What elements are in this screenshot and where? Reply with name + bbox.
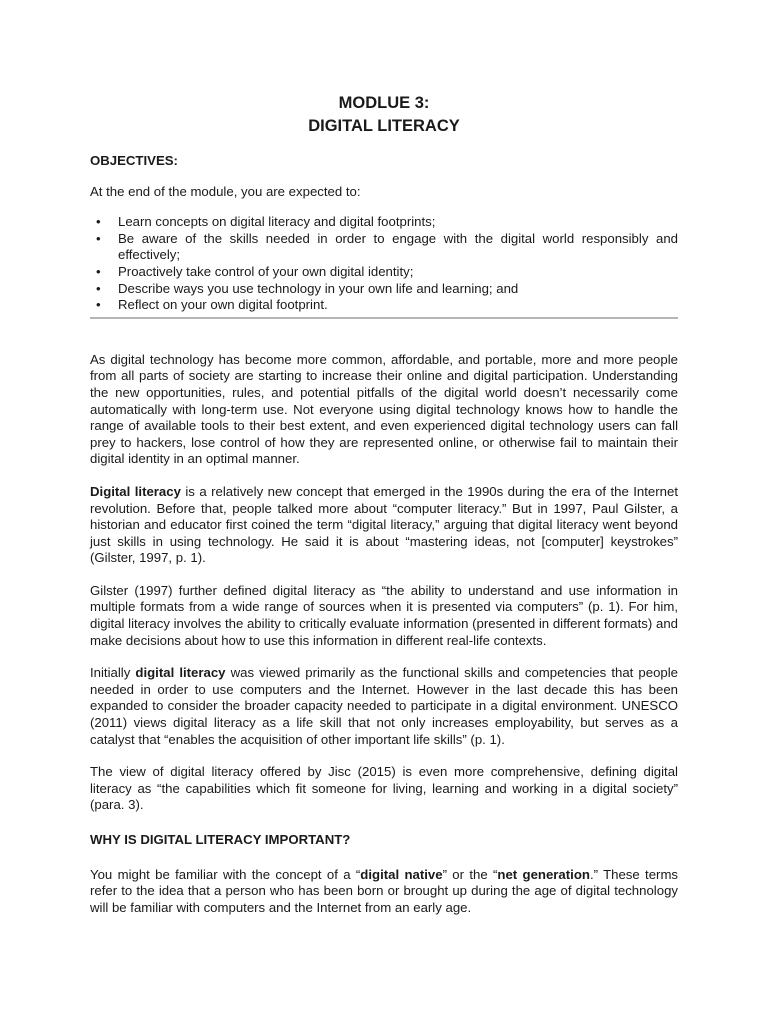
bold-term: digital literacy — [135, 665, 226, 681]
list-item — [90, 264, 678, 281]
bullet-icon: • — [96, 230, 101, 246]
section-divider — [90, 317, 678, 319]
module-title-line1: MODLUE 3: — [338, 94, 430, 112]
bullet-icon: • — [96, 297, 101, 313]
objectives-intro: At the end of the module, you are expected to: — [90, 183, 361, 199]
paragraph-text: You might be familiar with the concept of a “ — [90, 866, 361, 882]
paragraph-text: ” or the “ — [442, 866, 498, 882]
paragraph-text: Initially — [90, 665, 136, 681]
bullet-icon: • — [96, 280, 101, 296]
objectives-list — [90, 214, 678, 314]
paragraph-text: .” These terms refer to the idea that a person who has been born or brought up during the age of digital technology will be familiar with computers and the Internet from an early age. — [90, 866, 679, 915]
paragraph-unesco — [90, 665, 678, 748]
list-item — [90, 214, 678, 231]
bullet-icon: • — [96, 263, 101, 279]
paragraph-text: was viewed primarily as the functional skills and competencies that people needed in order to use computers and the Internet. However in the last decade this has been expanded to consider the broader capacity needed to participate in a digital environment. UNESCO (2011) views digital literacy as a life skill that not only increases employability, but serves as a catalyst that “enables the acquisition of other important life skills” (p. 1). — [90, 665, 679, 747]
document-body — [90, 153, 678, 916]
paragraph-gilster: Gilster (1997) further defined digital literacy as “the ability to understand and use information in multiple formats from a wide range of sources when it is presented via computers” (p. 1). For him, digital literacy involves the ability to critically evaluate information (presented in different formats) and make decisions about how to use this information in different real-life contexts. — [90, 582, 678, 648]
list-item — [90, 281, 678, 298]
objective-text: Reflect on your own digital footprint. — [118, 297, 328, 313]
list-item — [90, 231, 678, 264]
bold-term: digital native — [360, 866, 443, 882]
module-title — [0, 92, 768, 138]
objectives-heading: OBJECTIVES: — [90, 153, 178, 168]
objective-text: Describe ways you use technology in your own life and learning; and — [118, 280, 519, 296]
objective-text: Be aware of the skills needed in order to engage with the digital world responsibly and effectively; — [118, 230, 678, 263]
list-item — [90, 297, 678, 314]
paragraph-digital-literacy — [90, 484, 678, 567]
objective-text: Learn concepts on digital literacy and digital footprints; — [118, 214, 436, 230]
objective-text: Proactively take control of your own digital identity; — [118, 263, 414, 279]
paragraph-text: is a relatively new concept that emerged in the 1990s during the era of the Internet revolution. Before that, people talked more about “computer literacy.” But in 1997, Paul Gilster, a historian and educator first coined the term “digital literacy,” arguing that digital literacy went beyond just skills in using technology. He said it is about “mastering ideas, not [computer] keystrokes” (Gilster, 1997, p. 1). — [90, 483, 678, 566]
section-heading: WHY IS DIGITAL LITERACY IMPORTANT? — [90, 832, 351, 847]
bold-term: net generation — [497, 866, 590, 882]
paragraph-intro: As digital technology has become more common, affordable, and portable, more and more people from all parts of society are starting to increase their online and digital participation. Understanding the new opportunities, rules, and potential pitfalls of the digital world doesn’t necessarily come automatically with long-term use. Not everyone using digital technology knows how to handle the range of available tools to their best extent, and even experienced digital technology users can fall prey to hackers, lose control of how they are represented online, or otherwise fail to maintain their digital identity in an optimal manner. — [90, 351, 678, 467]
module-title-line2: DIGITAL LITERACY — [308, 117, 460, 135]
paragraph-digital-native — [90, 867, 678, 917]
paragraph-jisc: The view of digital literacy offered by Jisc (2015) is even more comprehensive, defining digital literacy as “the capabilities which fit someone for living, learning and working in a digital society” (para. 3). — [90, 764, 678, 813]
bold-term: Digital literacy — [90, 483, 181, 499]
bullet-icon: • — [96, 214, 101, 230]
